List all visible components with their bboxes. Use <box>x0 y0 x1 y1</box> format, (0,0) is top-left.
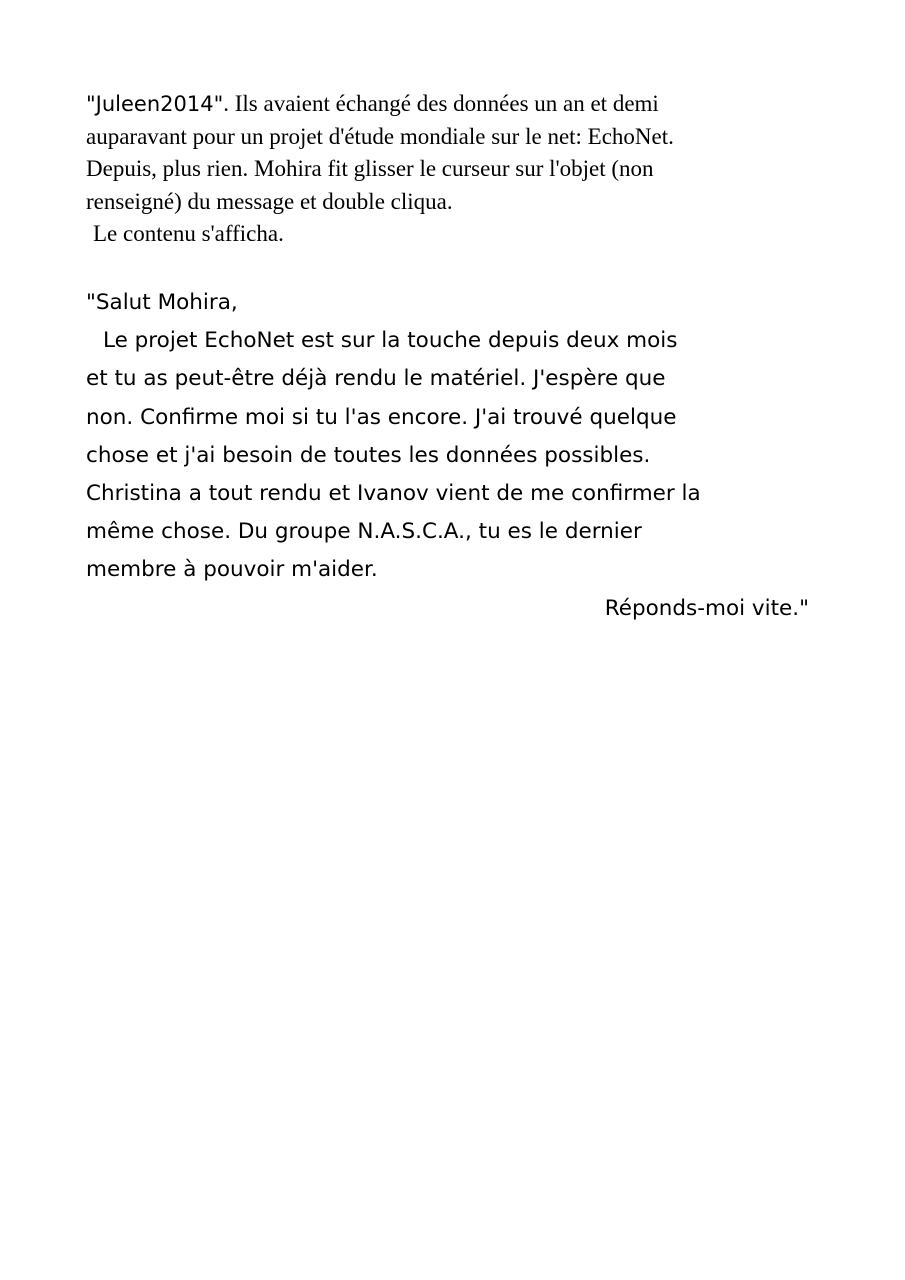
sender-username: "Juleen2014" <box>86 92 224 116</box>
message-line: Le projet EchoNet est sur la touche depuis deux mois <box>103 328 678 354</box>
message-line: membre à pouvoir m'aider. <box>86 557 378 583</box>
narration-line-2: auparavant pour un projet d'étude mondiale sur le net: EchoNet. <box>86 123 674 149</box>
message-signoff: Réponds-moi vite." <box>604 595 809 621</box>
narration-line-1 <box>86 88 821 121</box>
message-line: chose et j'ai besoin de toutes les données possibles. <box>86 442 651 468</box>
message-line: non. Confirme moi si tu l'as encore. J'ai trouvé quelque <box>86 404 677 430</box>
narration-line-4: renseigné) du message et double cliqua. <box>86 188 453 214</box>
narration-paragraph <box>86 88 821 251</box>
message-line: même chose. Du groupe N.A.S.C.A., tu es le dernier <box>86 519 642 545</box>
message-line: Christina a tout rendu et Ivanov vient de me confirmer la <box>86 481 701 507</box>
narration-line-1-text: . Ils avaient échangé des données un an et demi <box>223 91 659 116</box>
narration-line-3: Depuis, plus rien. Mohira fit glisser le curseur sur l'objet (non <box>86 156 654 181</box>
email-message-body <box>86 284 821 628</box>
message-greeting: "Salut Mohira, <box>86 290 238 315</box>
message-line: et tu as peut-être déjà rendu le matériel. J'espère que <box>86 366 666 392</box>
narration-line-5: Le contenu s'afficha. <box>93 221 284 246</box>
